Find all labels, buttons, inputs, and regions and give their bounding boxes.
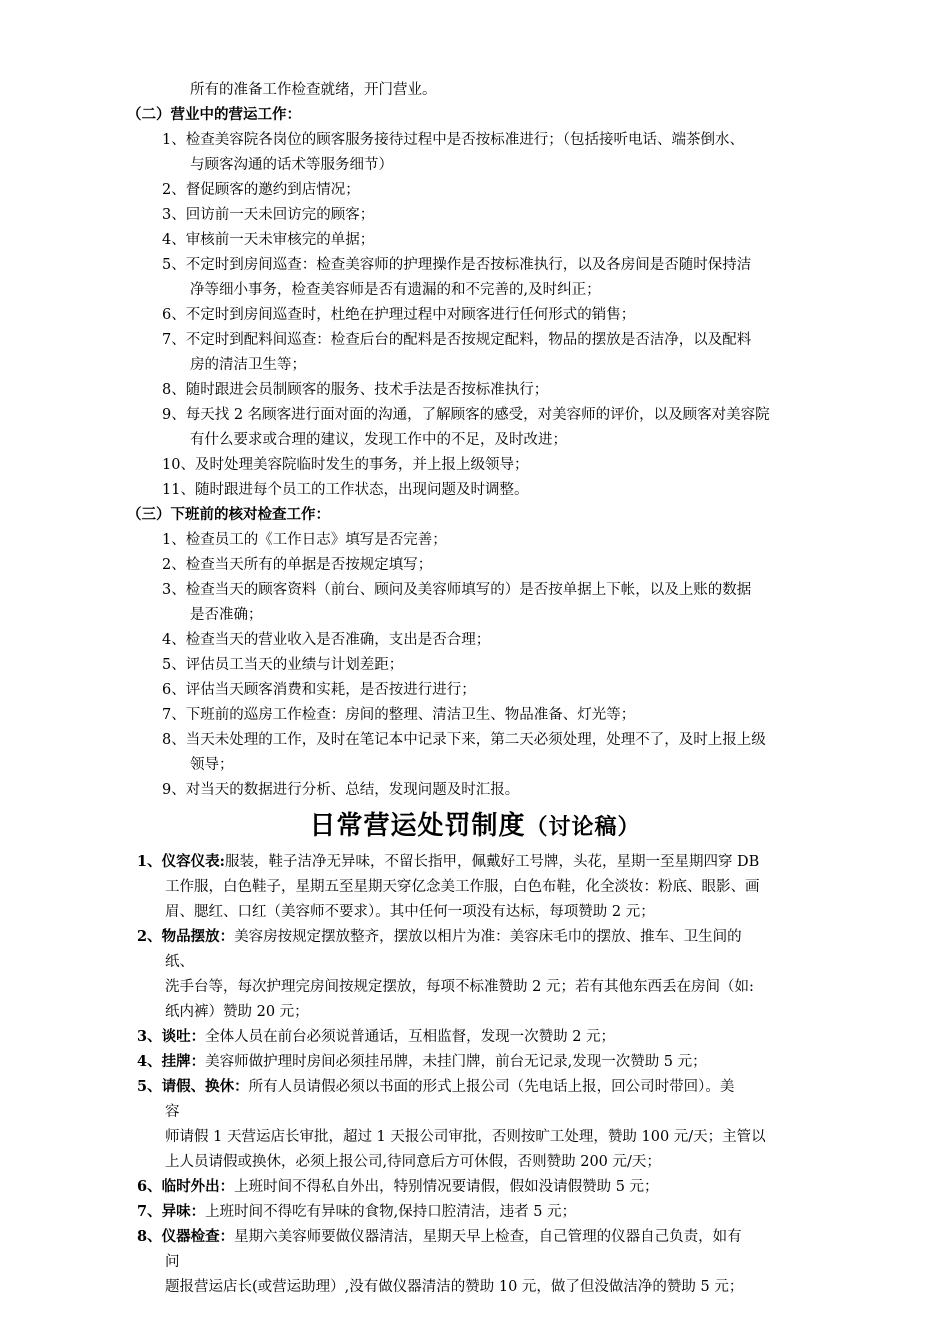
section3-item-3-cont: 是否准确； [190, 607, 263, 623]
section2-item-5: 5、不定时到房间巡查：检查美容师的护理操作是否按标准执行，以及各房间是否随时保持洁 [162, 257, 752, 273]
rule-item-3 [137, 1027, 615, 1047]
rule-text: 星期六美容师要做仪器清洁，星期天早上检查，自己管理的仪器自己负责，如有 [234, 1229, 742, 1245]
section3-item-4: 4、检查当天的营业收入是否准确，支出是否合理； [162, 632, 491, 648]
rule-item-1-cont: 眉、腮红、口红（美容师不要求）。其中任何一项没有达标，每项赞助 2 元； [165, 904, 655, 920]
rule-item-2 [137, 927, 742, 947]
rule-text: 所有人员请假必须以书面的形式上报公司（先电话上报，回公司时带回）。美 [248, 1079, 735, 1095]
section3-item-7: 7、下班前的巡房工作检查：房间的整理、清洁卫生、物品准备、灯光等； [162, 707, 636, 723]
rule-number: 4、 [137, 1053, 162, 1070]
rule-text: 全体人员在前台必须说普通话，互相监督，发现一次赞助 2 元； [205, 1029, 616, 1045]
rule-label: 异味： [161, 1203, 206, 1220]
rule-text: 上班时间不得吃有异味的食物,保持口腔清洁，违者 5 元； [205, 1204, 577, 1220]
rule-label: 仪器检查： [161, 1228, 235, 1245]
rule-text: 美容师做护理时房间必须挂吊牌，未挂门牌，前台无记录,发现一次赞助 5 元； [205, 1054, 707, 1070]
section2-item-4: 4、审核前一天未审核完的单据； [162, 232, 375, 248]
rule-item-8-cont: 问 [165, 1254, 180, 1270]
rule-label: 仪容仪表: [161, 853, 225, 870]
rule-item-1 [137, 852, 759, 872]
rule-item-2-cont: 纸、 [165, 954, 194, 970]
rule-item-5-cont: 师请假 1 天营运店长审批，超过 1 天报公司审批，否则按旷工处理，赞助 100 元/天；主管以 [165, 1129, 766, 1145]
rule-item-8 [137, 1227, 742, 1247]
section3-item-2: 2、检查当天所有的单据是否按规定填写； [162, 557, 433, 573]
rule-number: 5、 [137, 1078, 162, 1095]
rule-number: 7、 [137, 1203, 162, 1220]
rule-number: 1、 [137, 853, 162, 870]
section3-heading: （三）下班前的核对检查工作： [127, 506, 330, 523]
section3-item-3: 3、检查当天的顾客资料（前台、顾问及美容师填写的）是否按单据上下帐，以及上账的数据 [162, 582, 752, 598]
rule-label: 谈吐： [161, 1028, 206, 1045]
rule-text: 上班时间不得私自外出，特别情况要请假，假如没请假赞助 5 元； [234, 1179, 659, 1195]
section2-item-9-cont: 有什么要求或合理的建议，发现工作中的不足，及时改进； [190, 432, 567, 448]
rule-item-5-cont: 上人员请假或换休，必须上报公司,待同意后方可休假，否则赞助 200 元/天； [165, 1154, 661, 1170]
title-sub: （讨论稿） [525, 814, 641, 840]
section3-item-1: 1、检查员工的《工作日志》填写是否完善； [162, 532, 447, 548]
rule-item-8-cont: 题报营运店长(或营运助理）,没有做仪器清洁的赞助 10 元，做了但没做洁净的赞助 5 元； [165, 1279, 744, 1295]
section3-item-9: 9、对当天的数据进行分析、总结，发现问题及时汇报。 [162, 782, 520, 798]
section3-item-6: 6、评估当天顾客消费和实耗，是否按进行进行； [162, 682, 476, 698]
rule-item-6 [137, 1177, 659, 1197]
rule-item-4 [137, 1052, 707, 1072]
rule-label: 请假、换休： [161, 1078, 249, 1095]
section2-item-7-cont: 房的清洁卫生等； [190, 357, 306, 373]
section1-closing-line: 所有的准备工作检查就绪，开门营业。 [190, 82, 437, 98]
rule-number: 2、 [137, 928, 162, 945]
section2-item-3: 3、回访前一天未回访完的顾客； [162, 207, 375, 223]
section2-item-7: 7、不定时到配料间巡查：检查后台的配料是否按规定配料，物品的摆放是否洁净，以及配料 [162, 332, 752, 348]
section2-item-10: 10、及时处理美容院临时发生的事务，并上报上级领导； [162, 457, 529, 473]
rule-item-2-cont: 洗手台等，每次护理完房间按规定摆放，每项不标准赞助 2 元；若有其他东西丢在房间（如: [165, 979, 754, 995]
section2-item-11: 11、随时跟进每个员工的工作状态，出现问题及时调整。 [162, 482, 529, 498]
rule-number: 8、 [137, 1228, 162, 1245]
section2-item-9: 9、每天找 2 名顾客进行面对面的沟通，了解顾客的感受，对美容师的评价，以及顾客对美容院 [162, 407, 770, 423]
rule-label: 物品摆放： [161, 928, 235, 945]
rule-text: 美容房按规定摆放整齐，摆放以相片为准：美容床毛巾的摆放、推车、卫生间的 [234, 929, 742, 945]
rule-number: 3、 [137, 1028, 162, 1045]
rule-item-5-cont: 容 [165, 1104, 180, 1120]
section2-item-1-cont: 与顾客沟通的话术等服务细节） [190, 157, 393, 173]
section2-heading: （二）营业中的营运工作： [127, 106, 301, 123]
section2-item-2: 2、督促顾客的邀约到店情况； [162, 182, 360, 198]
rule-label: 临时外出： [161, 1178, 235, 1195]
section3-item-5: 5、评估员工当天的业绩与计划差距； [162, 657, 404, 673]
section2-item-1: 1、检查美容院各岗位的顾客服务接待过程中是否按标准进行；（包括接听电话、端茶倒水、 [162, 132, 744, 148]
section2-item-6: 6、不定时到房间巡查时，杜绝在护理过程中对顾客进行任何形式的销售； [162, 307, 636, 323]
page-title [0, 806, 950, 847]
rule-item-2-cont: 纸内裤）赞助 20 元； [165, 1004, 309, 1020]
section3-item-8: 8、当天未处理的工作，及时在笔记本中记录下来，第二天必须处理，处理不了，及时上报上级 [162, 732, 766, 748]
rule-item-7 [137, 1202, 576, 1222]
rule-number: 6、 [137, 1178, 162, 1195]
rule-text: 服装，鞋子洁净无异味，不留长指甲，佩戴好工号牌，头花，星期一至星期四穿 DB [224, 854, 760, 870]
rule-item-1-cont: 工作服，白色鞋子，星期五至星期天穿亿念美工作服，白色布鞋，化全淡妆：粉底、眼影、画 [165, 879, 760, 895]
section3-item-8-cont: 领导； [190, 757, 234, 773]
section2-item-5-cont: 净等细小事务，检查美容师是否有遗漏的和不完善的,及时纠正； [190, 282, 601, 298]
rule-label: 挂牌： [161, 1053, 206, 1070]
rule-item-5 [137, 1077, 734, 1097]
section2-item-8: 8、随时跟进会员制顾客的服务、技术手法是否按标准执行； [162, 382, 549, 398]
title-main: 日常营运处罚制度 [309, 811, 526, 841]
